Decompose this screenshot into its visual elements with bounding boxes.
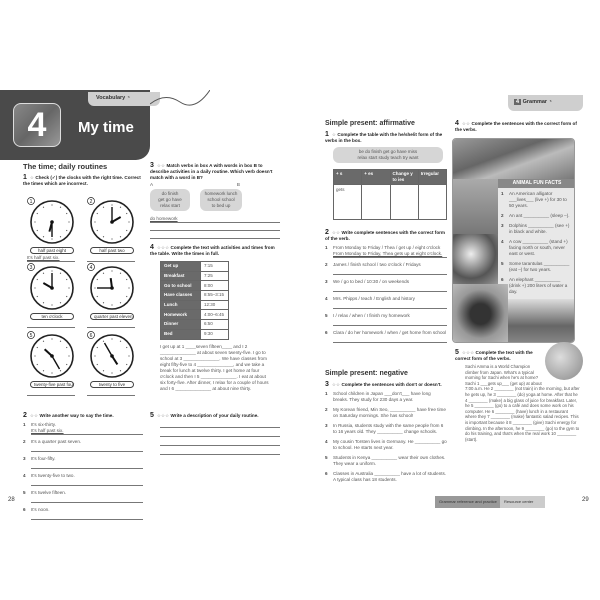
footer-tab-label: Resource center bbox=[504, 499, 534, 504]
table-row bbox=[161, 329, 229, 339]
item-text: I / relax / when / I finish my homework bbox=[333, 313, 410, 318]
clock-5 bbox=[26, 330, 78, 382]
section-title: The time; daily routines bbox=[23, 162, 108, 171]
time-cell: 8:00 bbox=[201, 281, 229, 291]
time-cell: 4:00–6:45 bbox=[201, 310, 229, 320]
time-cell: 12:30 bbox=[201, 300, 229, 310]
right-exercise-1: 1 ☆ Complete the table with the he/she/it form of the verbs in the box. be do finish get go have miss relax start study teach try want + s + es Change y to ies Irregular gets bbox=[325, 132, 445, 220]
list-item bbox=[501, 261, 573, 273]
table-row bbox=[161, 281, 229, 291]
time-cell: 6:50 bbox=[201, 320, 229, 330]
exercise-3: 3 ☆☆ Match verbs in box A with words in box B to describe activities in a daily routine. Which verb doesn't match with a word in B? A B do finish get go have relax start homework lunch school school to bed up do homework bbox=[150, 163, 280, 239]
page-number-right: 29 bbox=[582, 497, 589, 503]
item-text: It's a quarter past seven. bbox=[31, 439, 82, 444]
list-item bbox=[501, 223, 573, 235]
item-number: 5 bbox=[23, 490, 26, 495]
answer-line[interactable] bbox=[150, 231, 280, 239]
box-b: homework lunch school school to bed up bbox=[200, 189, 242, 211]
item-number: 4 bbox=[325, 439, 328, 444]
unit-title: My time bbox=[78, 119, 134, 136]
answer-line[interactable] bbox=[160, 428, 280, 437]
clock-answer-line[interactable] bbox=[87, 255, 135, 262]
clock-label: twenty to five bbox=[90, 381, 134, 388]
answer-line[interactable]: It's half past six. bbox=[31, 428, 143, 435]
table-row bbox=[161, 300, 229, 310]
list-item bbox=[23, 473, 143, 486]
footer-tab-grammar-reference[interactable] bbox=[435, 496, 500, 508]
list-item bbox=[325, 439, 447, 451]
item-text: A cow __________ (stand +) facing north or south, never east or west. bbox=[509, 239, 568, 256]
clock-label: ten o'clock bbox=[30, 313, 74, 320]
item-text: Some tarantulas __________ (eat –) for two years. bbox=[509, 261, 570, 272]
list-item bbox=[501, 213, 573, 219]
item-text: My Korean friend, Min Seo, __________ have free time on Saturday mornings. She has school! bbox=[333, 407, 446, 418]
right-exercise-3: 3 ☆☆ Complete the sentences with don't or doesn't. 1 School children in Japan ___don't___ have long breaks. They study for 230 days a year. 2 My Korean friend, Min Seo, __________ have free time on Saturday mornings. She has school! 3 In Russia, students study with the same people from 6 to 16 years old. They __________ change schools. 4 My cousin Torsten lives in Germany. He __________ go to school. He starts next year. 5 Students in Kenya __________ wear their own clothes. They wear a uniform. 6 Classes in Australia __________ have a lot of students. A typical class has 18 students. bbox=[325, 381, 447, 482]
table-row bbox=[161, 262, 229, 272]
activity-cell: Homework bbox=[161, 310, 201, 320]
item-text: Students in Kenya __________ wear their own clothes. They wear a uniform. bbox=[333, 455, 446, 466]
item-text: It's twelve fifteen. bbox=[31, 490, 67, 495]
item-text: Mrs. Phipps / teach / English and history bbox=[333, 296, 415, 301]
exercise-4: 4 ☆☆☆ Complete the text with activities and times from the table. Write the times in full. Get up 7:15 Breakfast 7:25 Go to school 8:00 Have classes 8:55–3:15 Lunch 12:30 Homework 4:00–6:45 Dinner 6:50 Bed 9:30 I get up at 1 ____seven fifteen____ and I 2 ______________ at about seven twenty-five. I go to school at 3 ______________. We have classes from eight fifty-five to 4 ______________, and we take a break for lunch at twelve thirty. I get home at four o'clock and then I 5 ______________. I eat at about six forty-five. After dinner, I relax for a couple of hours and I 6 ______________ at about nine thirty. bbox=[150, 244, 275, 391]
negative-title: Simple present: negative bbox=[325, 370, 408, 377]
item-number: 1 bbox=[501, 191, 504, 196]
clock-2 bbox=[86, 196, 138, 248]
vocabulary-tab-label: Vocabulary bbox=[96, 95, 126, 101]
item-text: My cousin Torsten lives in Germany. He __________ go to school. He starts next year. bbox=[333, 439, 447, 450]
item-number: 5 bbox=[325, 455, 328, 460]
item-text: Classes in Australia __________ have a lot of students. A typical class has 18 students. bbox=[333, 471, 447, 482]
item-number: 1 bbox=[23, 422, 26, 427]
table-row bbox=[161, 291, 229, 301]
list-item bbox=[501, 191, 573, 209]
item-text: We / go to bed / 10:30 / on weekends bbox=[333, 279, 410, 284]
activity-cell: Have classes bbox=[161, 291, 201, 301]
item-number: 6 bbox=[325, 330, 328, 335]
box-b-label: B bbox=[236, 182, 240, 187]
clock-label: half past eight bbox=[30, 247, 74, 254]
answer-line[interactable] bbox=[333, 336, 447, 343]
answer-line[interactable]: do homework bbox=[150, 216, 280, 223]
item-text: From Monday to Friday / Thea / get up / eight o'clock bbox=[333, 245, 441, 250]
item-text: An elephant __________ (drink +) 200 liters of water a day. bbox=[509, 277, 568, 294]
grammar-icon: 4 bbox=[516, 99, 520, 105]
exercise-2: 2 ☆☆ Write another way to say the time. 1 It's six-thirty. It's half past six. 2 It's a quarter past seven. 3 It's four-fifty. 4 It's twenty-five to two. 5 It's twelve fifteen. 6 It's noon. bbox=[23, 413, 143, 524]
footer-tab-label: Grammar reference and practice bbox=[439, 499, 497, 504]
list-item bbox=[23, 507, 143, 520]
clock-label: quarter past eleven bbox=[90, 313, 134, 320]
table-cell[interactable]: gets bbox=[334, 185, 362, 220]
routine-table bbox=[160, 261, 229, 340]
item-number: 2 bbox=[325, 262, 328, 267]
clock-number: 1 bbox=[29, 198, 33, 205]
clock-6 bbox=[86, 330, 138, 382]
exercise-5: 5 ☆☆☆ Write a description of your daily routine. bbox=[150, 413, 280, 455]
clock-3 bbox=[26, 262, 78, 314]
item-number: 4 bbox=[325, 296, 328, 301]
animal-facts-box bbox=[452, 138, 575, 343]
table-header: + s bbox=[334, 170, 362, 185]
clock-answer-line[interactable] bbox=[27, 389, 75, 396]
cow-photo bbox=[453, 234, 498, 284]
item-number: 5 bbox=[501, 261, 504, 266]
activity-cell: Breakfast bbox=[161, 271, 201, 281]
affirmative-title: Simple present: affirmative bbox=[325, 120, 415, 127]
exercise-5-text[interactable]: Sachi Amma is a World Champion climber from Japan. What's a typical morning for Sachi when he's at home? Sachi 1 ___gets up___ (get up) at about 7:00 a.m. He 2 ________ (not train) in the morning, but after he gets up, he 3 ________ (do) yoga at home. After that he 4 ________ (make) a big glass of juice for breakfast. Later, he 5 ________ (go) to a café and does some work on his computer. He 6 ________ (have) lunch in a restaurant where they 7 ________ (make) fantastic salad recipes. This is important because it 8 ________ (give) Sachi energy for climbing. In the afternoon, he 9 ________ (go) to the gym to do his training, and that's when the real work 10 ________ (start). bbox=[465, 364, 580, 442]
item-text: James / finish school / two o'clock / Fridays bbox=[333, 262, 421, 267]
footer-tab-resource-center[interactable] bbox=[500, 496, 545, 508]
list-item bbox=[325, 391, 447, 403]
table-header: Change y to ies bbox=[390, 170, 418, 185]
table-header: Irregular bbox=[418, 170, 446, 185]
list-item bbox=[325, 245, 447, 258]
clock-number: 2 bbox=[89, 198, 93, 205]
answer-line[interactable]: From Monday to Friday, Thea gets up at eight o'clock. bbox=[333, 251, 447, 258]
clock-1 bbox=[26, 196, 78, 248]
list-item bbox=[501, 239, 573, 257]
item-number: 3 bbox=[23, 456, 26, 461]
list-item bbox=[325, 423, 447, 435]
right-exercise-5: 5 ☆☆☆ Complete the text with the correct form of the verbs. Sachi Amma is a World Champion climber from Japan. What's a typical morning for Sachi when he's at home? Sachi 1 ___gets up___ (get up) at about 7:00 a.m. He 2 ________ (not train) in the morning, but after he gets up, he 3 ________ (do) yoga at home. After that he 4 ________ (make) a big glass of juice for breakfast. Later, he 5 ________ (go) to a café and does some work on his computer. He 6 ________ (have) lunch in a restaurant where they 7 ________ (make) fantastic salad recipes. This is important because it 8 ________ (give) Sachi energy for climbing. In the afternoon, he 9 ________ (go) to the gym to do his training, and that's when the real work 10 ________ (start). bbox=[455, 350, 580, 442]
item-number: 2 bbox=[325, 407, 328, 412]
answer-line[interactable] bbox=[160, 446, 280, 455]
climber-photo bbox=[545, 342, 583, 380]
time-cell: 8:55–3:15 bbox=[201, 291, 229, 301]
box-a: do finish get go have relax start bbox=[150, 189, 190, 211]
item-text: In Russia, students study with the same people from 6 to 16 years old. They __________ change schools. bbox=[333, 423, 444, 434]
clock-label: half past two bbox=[90, 247, 134, 254]
item-number: 1 bbox=[325, 245, 328, 250]
list-item bbox=[23, 456, 143, 469]
activity-cell: Go to school bbox=[161, 281, 201, 291]
activity-cell: Dinner bbox=[161, 320, 201, 330]
item-text: School children in Japan ___don't___ have long breaks. They study for 230 days a year. bbox=[333, 391, 431, 402]
item-text: An American alligator ___lives___ (live +) for 30 to 50 years. bbox=[509, 191, 567, 208]
item-number: 6 bbox=[23, 507, 26, 512]
table-row bbox=[161, 271, 229, 281]
item-text: Dolphins __________ (see +) in black and white. bbox=[509, 223, 570, 234]
table-cell[interactable] bbox=[390, 185, 418, 220]
item-number: 3 bbox=[325, 423, 328, 428]
item-number: 3 bbox=[325, 279, 328, 284]
list-item bbox=[325, 471, 447, 483]
activity-cell: Get up bbox=[161, 262, 201, 272]
list-item bbox=[23, 439, 143, 452]
table-row bbox=[161, 310, 229, 320]
time-cell: 7:15 bbox=[201, 262, 229, 272]
decorative-wave bbox=[150, 90, 210, 110]
table-header: + es bbox=[362, 170, 390, 185]
tarantula-photo bbox=[453, 284, 508, 343]
item-text: It's four-fifty. bbox=[31, 456, 56, 461]
answer-line[interactable] bbox=[333, 319, 447, 326]
elephant-photo bbox=[508, 299, 575, 343]
answer-line[interactable] bbox=[333, 285, 447, 292]
fun-facts-title: ANIMAL FUN FACTS bbox=[498, 179, 575, 188]
clock-number: 6 bbox=[89, 332, 93, 339]
clock-label: twenty-five past four bbox=[30, 381, 74, 388]
answer-line[interactable] bbox=[31, 496, 143, 503]
item-text: It's noon. bbox=[31, 507, 50, 512]
item-number: 6 bbox=[325, 471, 328, 476]
item-number: 4 bbox=[501, 239, 504, 244]
item-text: An ant __________ (sleep –). bbox=[509, 213, 570, 218]
grammar-tab-label: Grammar bbox=[522, 99, 548, 105]
grammar-tab: 4 Grammar ◔ bbox=[508, 95, 583, 111]
list-item bbox=[325, 407, 447, 419]
clock-answer-line[interactable] bbox=[87, 389, 135, 396]
answer-line[interactable] bbox=[31, 513, 143, 520]
unit-number: 4 bbox=[27, 106, 47, 144]
time-cell: 9:30 bbox=[201, 329, 229, 339]
answer-line[interactable] bbox=[31, 479, 143, 486]
list-item bbox=[325, 313, 447, 326]
verb-form-table bbox=[333, 169, 447, 220]
answer-line[interactable] bbox=[160, 437, 280, 446]
clock-number: 4 bbox=[89, 264, 93, 271]
list-item bbox=[501, 277, 573, 295]
box-a-label: A bbox=[150, 182, 154, 187]
table-row bbox=[161, 320, 229, 330]
answer-line[interactable] bbox=[333, 268, 447, 275]
exercise-1-instruction: 1 ☆ Check (✓) the clocks with the right time. Correct the times which are incorrect. bbox=[23, 174, 141, 186]
time-cell: 7:25 bbox=[201, 271, 229, 281]
verb-box: be do finish get go have miss relax start study teach try want bbox=[333, 147, 443, 163]
right-exercise-4: 4 ☆☆ Complete the sentences with the correct form of the verbs. bbox=[455, 120, 577, 132]
list-item bbox=[325, 279, 447, 292]
dolphin-photo bbox=[453, 179, 498, 234]
answer-line[interactable] bbox=[160, 419, 280, 428]
unit-number-badge bbox=[13, 103, 61, 147]
item-number: 1 bbox=[325, 391, 328, 396]
list-item bbox=[325, 455, 447, 467]
list-item bbox=[23, 422, 143, 435]
item-number: 4 bbox=[23, 473, 26, 478]
item-text: It's twenty-five to two. bbox=[31, 473, 75, 478]
clock-answer-line[interactable] bbox=[87, 321, 135, 328]
answer-line[interactable] bbox=[333, 302, 447, 309]
item-number: 2 bbox=[501, 213, 504, 218]
page-number-left: 28 bbox=[8, 497, 15, 503]
exercise-4-text[interactable]: I get up at 1 ____seven fifteen____ and I 2 ______________ at about seven twenty-five. I go to school at 3 ______________. We have classes from eight fifty-five to 4 ______________, and we take a break for lunch at twelve thirty. I get home at four o'clock and then I 5 ______________. I eat at about six forty-five. After dinner, I relax for a couple of hours and I 6 ______________ at about nine thirty. bbox=[160, 343, 269, 391]
answer-line[interactable] bbox=[31, 445, 143, 452]
item-number: 2 bbox=[23, 439, 26, 444]
item-number: 6 bbox=[501, 277, 504, 282]
item-text: Clara / do her homework / when / get home from school bbox=[333, 330, 447, 335]
activity-cell: Bed bbox=[161, 329, 201, 339]
item-number: 3 bbox=[501, 223, 504, 228]
answer-line[interactable] bbox=[31, 462, 143, 469]
list-item bbox=[325, 330, 447, 343]
activity-cell: Lunch bbox=[161, 300, 201, 310]
alligator-photo bbox=[453, 139, 575, 179]
table-cell[interactable] bbox=[418, 185, 446, 220]
item-number: 5 bbox=[325, 313, 328, 318]
table-cell[interactable] bbox=[362, 185, 390, 220]
answer-line[interactable] bbox=[150, 223, 280, 231]
clock-number: 5 bbox=[29, 332, 33, 339]
right-exercise-2: 2 ☆☆ Write complete sentences with the correct form of the verb. 1 From Monday to Friday / Thea / get up / eight o'clock From Monday to Friday, Thea gets up at eight o'clock. 2 James / finish school / two o'clock / Fridays 3 We / go to bed / 10:30 / on weekends 4 Mrs. Phipps / teach / English and history 5 I / relax / when / I finish my homework 6 Clara / do her homework / when / get home from school bbox=[325, 230, 447, 347]
clock-answer-line[interactable] bbox=[27, 321, 75, 328]
item-text: It's six-thirty. bbox=[31, 422, 57, 427]
list-item bbox=[23, 490, 143, 503]
list-item bbox=[325, 296, 447, 309]
audio-icon: ◔ bbox=[126, 95, 131, 101]
list-item bbox=[325, 262, 447, 275]
clock-4 bbox=[86, 262, 138, 314]
clock-answer-line[interactable]: It's half past six. bbox=[27, 255, 75, 262]
clock-number: 3 bbox=[29, 264, 33, 271]
